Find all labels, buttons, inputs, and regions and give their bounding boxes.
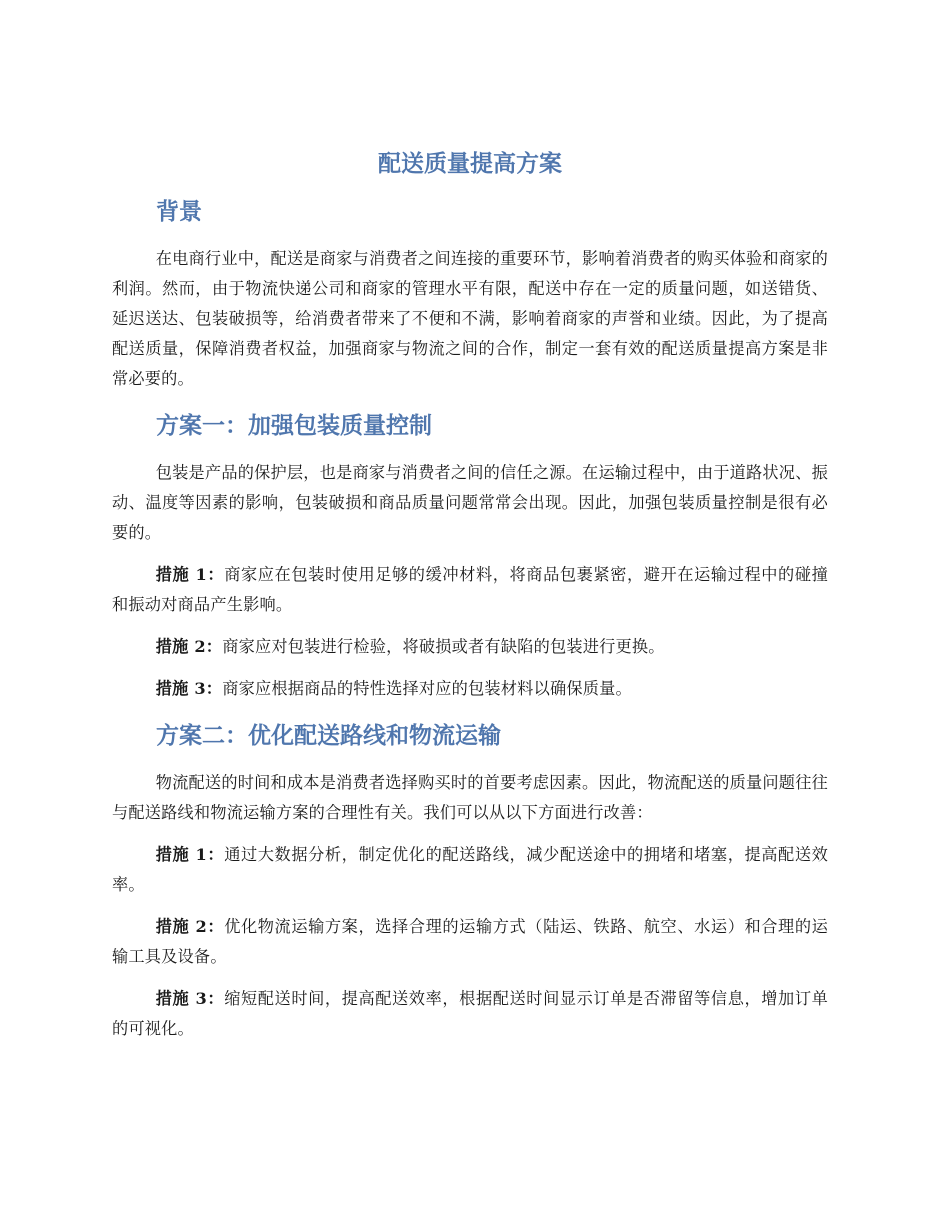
plan-two-intro-paragraph: 物流配送的时间和成本是消费者选择购买时的首要考虑因素。因此，物流配送的质量问题往往与配送路线和物流运输方案的合理性有关。我们可以从以下方面进行改善：	[112, 773, 828, 822]
measure-text: 缩短配送时间，提高配送效率，根据配送时间显示订单是否滞留等信息，增加订单的可视化。	[112, 989, 828, 1038]
measure-label: 措施 2：	[155, 917, 225, 936]
document-title: 配送质量提高方案	[378, 151, 562, 177]
plan-two-measure-3	[112, 984, 828, 1044]
background-paragraph: 在电商行业中，配送是商家与消费者之间连接的重要环节，影响着消费者的购买体验和商家的利润。然而，由于物流快递公司和商家的管理水平有限，配送中存在一定的质量问题，如送错货、延迟送达、包装破损等，给消费者带来了不便和不满，影响着商家的声誉和业绩。因此，为了提高配送质量，保障消费者权益，加强商家与物流之间的合作，制定一套有效的配送质量提高方案是非常必要的。	[112, 249, 828, 388]
measure-label: 措施 1：	[155, 565, 225, 584]
document-page	[112, 146, 828, 1056]
plan-one-measure-1	[112, 560, 828, 620]
plan-two-measure-1	[112, 840, 828, 900]
section-heading-background: 背景	[156, 199, 202, 225]
measure-label: 措施 2：	[155, 637, 223, 656]
plan-one-intro-paragraph: 包装是产品的保护层，也是商家与消费者之间的信任之源。在运输过程中，由于道路状况、振动、温度等因素的影响，包装破损和商品质量问题常常会出现。因此，加强包装质量控制是很有必要的。	[112, 463, 828, 542]
section-heading-plan-two: 方案二：优化配送路线和物流运输	[156, 723, 501, 749]
measure-text: 通过大数据分析，制定优化的配送路线，减少配送途中的拥堵和堵塞，提高配送效率。	[112, 845, 828, 894]
measure-label: 措施 3：	[155, 679, 223, 698]
measure-text: 优化物流运输方案，选择合理的运输方式（陆运、铁路、航空、水运）和合理的运输工具及设备。	[112, 917, 828, 966]
measure-label: 措施 1：	[155, 845, 225, 864]
section-heading-plan-one: 方案一：加强包装质量控制	[156, 413, 432, 439]
plan-one-measure-3	[112, 674, 828, 704]
measure-text: 商家应根据商品的特性选择对应的包装材料以确保质量。	[222, 679, 632, 698]
measure-label: 措施 3：	[155, 989, 225, 1008]
measure-text: 商家应在包装时使用足够的缓冲材料，将商品包裹紧密，避开在运输过程中的碰撞和振动对商品产生影响。	[112, 565, 828, 614]
plan-one-measure-2	[112, 632, 828, 662]
measure-text: 商家应对包装进行检验，将破损或者有缺陷的包装进行更换。	[222, 637, 665, 656]
plan-two-measure-2	[112, 912, 828, 972]
